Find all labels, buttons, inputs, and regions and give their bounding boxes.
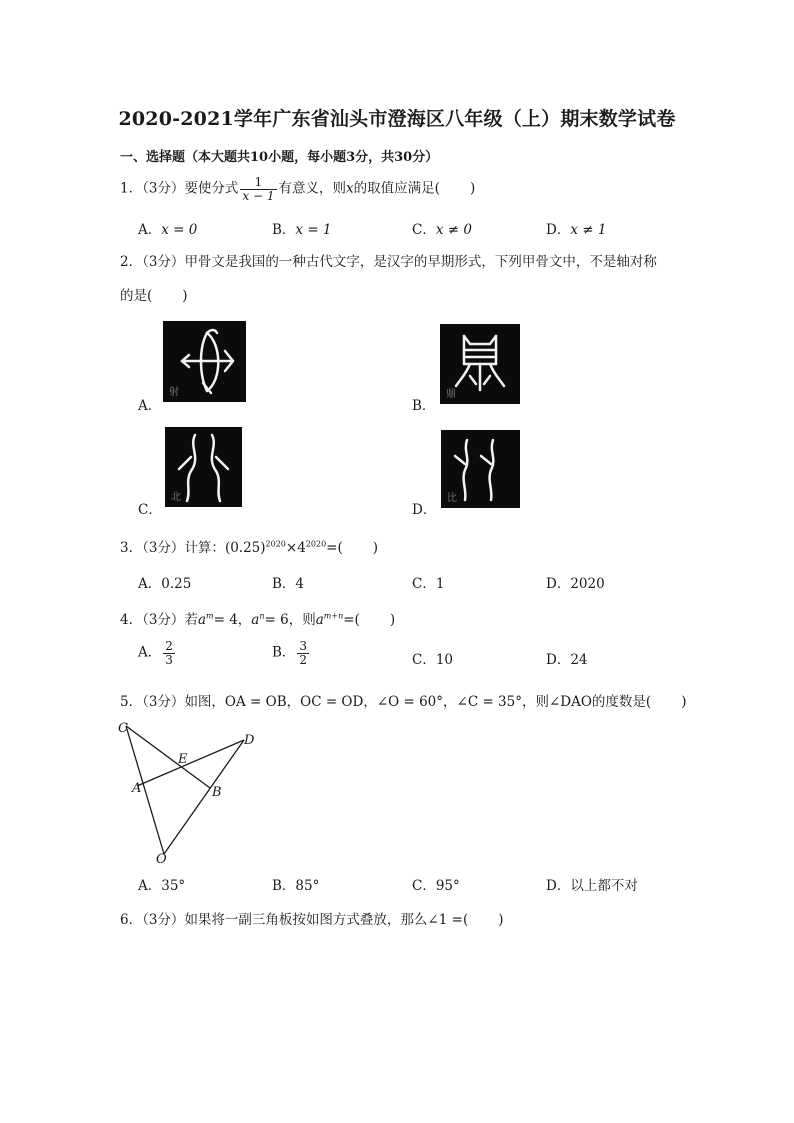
question-2: 2．（3分）甲骨文是我国的一种古代文字，是汉字的早期形式，下列甲骨文中，不是轴对称 xyxy=(120,254,657,270)
question-text: 甲骨文是我国的一种古代文字，是汉字的早期形式，下列甲骨文中，不是轴对称 xyxy=(184,254,657,270)
section-heading: 一、选择题（本大题共10小题，每小题3分，共30分） xyxy=(120,150,439,165)
glyph-label: 射 xyxy=(169,387,179,398)
variable: a xyxy=(197,612,206,628)
question-2-line2: 的是( ) xyxy=(120,288,188,304)
glyph-label: 北 xyxy=(171,492,181,503)
option-b: B．4 xyxy=(272,576,305,592)
geometry-figure xyxy=(114,716,264,866)
option-b: B． $\frac{3}{2}$ xyxy=(272,639,308,667)
exponent: m xyxy=(206,611,214,621)
point-label-e: E xyxy=(178,752,188,767)
option-value: 4 xyxy=(295,576,305,592)
fraction-numerator: 1 xyxy=(240,176,276,190)
point-label-b: B xyxy=(212,785,222,800)
question-4: 4．（3分）若$a^m= 4$，$a^n= 6$，则$a^{m+n}=$( ) xyxy=(120,611,396,628)
question-3: 3．（3分）计算：$(0.25)^{2020}\times 4^{2020}=$( ) xyxy=(120,539,379,556)
question-text: 有意义，则 xyxy=(278,180,347,197)
exponent: m+n xyxy=(323,611,344,621)
option-value: x = 0 xyxy=(161,222,198,238)
point-label-d: D xyxy=(244,733,255,748)
option-value: x ≠ 1 xyxy=(570,222,607,238)
option-a: A． $\frac{2}{3}$ xyxy=(138,639,173,667)
option-c: C． xyxy=(138,502,162,518)
exponent: 2020 xyxy=(305,539,327,549)
oracle-glyph-ding-image xyxy=(440,324,520,404)
glyph-label: 比 xyxy=(447,493,457,504)
option-value: 0.25 xyxy=(161,576,192,592)
option-value: x ≠ 0 xyxy=(435,222,472,238)
option-d: D．x ≠ 1 xyxy=(546,222,607,238)
question-text: 的是( xyxy=(120,288,153,304)
option-a: A．x = 0 xyxy=(138,222,198,238)
question-text: 若 xyxy=(184,612,198,628)
option-d: D．以上都不对 xyxy=(546,878,638,894)
glyph-label: 鼎 xyxy=(446,389,456,400)
option-a: A．35° xyxy=(138,878,186,894)
question-5: 5．（3分）如图，OA = OB，OC = OD，∠O = 60°，∠C = 35°，则∠DAO的度数是( ) xyxy=(120,694,687,710)
times-sign: × xyxy=(285,540,298,556)
option-a: A．0.25 xyxy=(138,576,192,592)
option-value: 2020 xyxy=(570,576,605,592)
option-c: C．95° xyxy=(412,878,460,894)
option-value: 1 xyxy=(435,576,445,592)
fraction xyxy=(240,176,276,202)
fraction-denominator: x − 1 xyxy=(242,188,275,203)
question-text: 的取值应满足( xyxy=(353,180,440,197)
oracle-glyph-bei-image xyxy=(165,427,242,507)
segment-cb xyxy=(126,726,210,788)
question-text: = 6，则 xyxy=(264,612,316,628)
option-b: B． xyxy=(412,398,436,414)
fraction: $\frac{3}{2}$ xyxy=(299,639,308,667)
oracle-glyph-she-image xyxy=(163,321,246,402)
question-text: 计算： xyxy=(184,540,225,556)
option-c: C．10 xyxy=(412,652,454,668)
oracle-glyph-bi-image xyxy=(441,430,520,508)
expression-base: 4 xyxy=(297,540,306,556)
question-score: （3分） xyxy=(142,180,185,197)
option-value: 以上都不对 xyxy=(570,878,638,894)
point-label-a: A xyxy=(132,781,142,796)
question-text: = 4， xyxy=(213,612,252,628)
equals-paren: =( xyxy=(326,540,343,556)
question-6: 6．（3分）如果将一副三角板按如图方式叠放，那么∠1 =( ) xyxy=(120,912,504,928)
option-value: 10 xyxy=(435,652,454,668)
option-d: D． xyxy=(412,502,437,518)
option-value: 35° xyxy=(161,878,186,894)
expression-base: (0.25) xyxy=(224,540,266,556)
question-number: 1． xyxy=(120,180,143,197)
point-label-o: O xyxy=(156,852,167,866)
variable: x xyxy=(346,180,354,197)
question-text: 如果将一副三角板按如图方式叠放，那么∠1 =( xyxy=(184,912,469,928)
option-value: x = 1 xyxy=(295,222,332,238)
point-label-c: C xyxy=(118,721,128,736)
close-paren: ) xyxy=(469,180,476,197)
option-d: D．24 xyxy=(546,652,588,668)
fraction: $\frac{2}{3}$ xyxy=(165,639,173,667)
option-c: C．1 xyxy=(412,576,445,592)
equals-paren: =( xyxy=(343,612,360,628)
option-b: B．x = 1 xyxy=(272,222,332,238)
option-value: 24 xyxy=(570,652,588,668)
page-title: 2020-2021学年广东省汕头市澄海区八年级（上）期末数学试卷 xyxy=(118,108,676,130)
option-value: 95° xyxy=(435,878,460,894)
option-a: A． xyxy=(138,398,162,414)
option-b: B．85° xyxy=(272,878,320,894)
question-1 xyxy=(120,176,475,202)
exponent: n xyxy=(259,611,265,621)
question-text: 如图，OA = OB，OC = OD，∠O = 60°，∠C = 35°，则∠DAO的度数是( xyxy=(184,694,652,710)
option-c: C．x ≠ 0 xyxy=(412,222,472,238)
exponent: 2020 xyxy=(265,539,286,549)
option-d: D．2020 xyxy=(546,576,605,592)
option-value: 85° xyxy=(295,878,320,894)
question-text: 要使分式 xyxy=(184,180,239,197)
